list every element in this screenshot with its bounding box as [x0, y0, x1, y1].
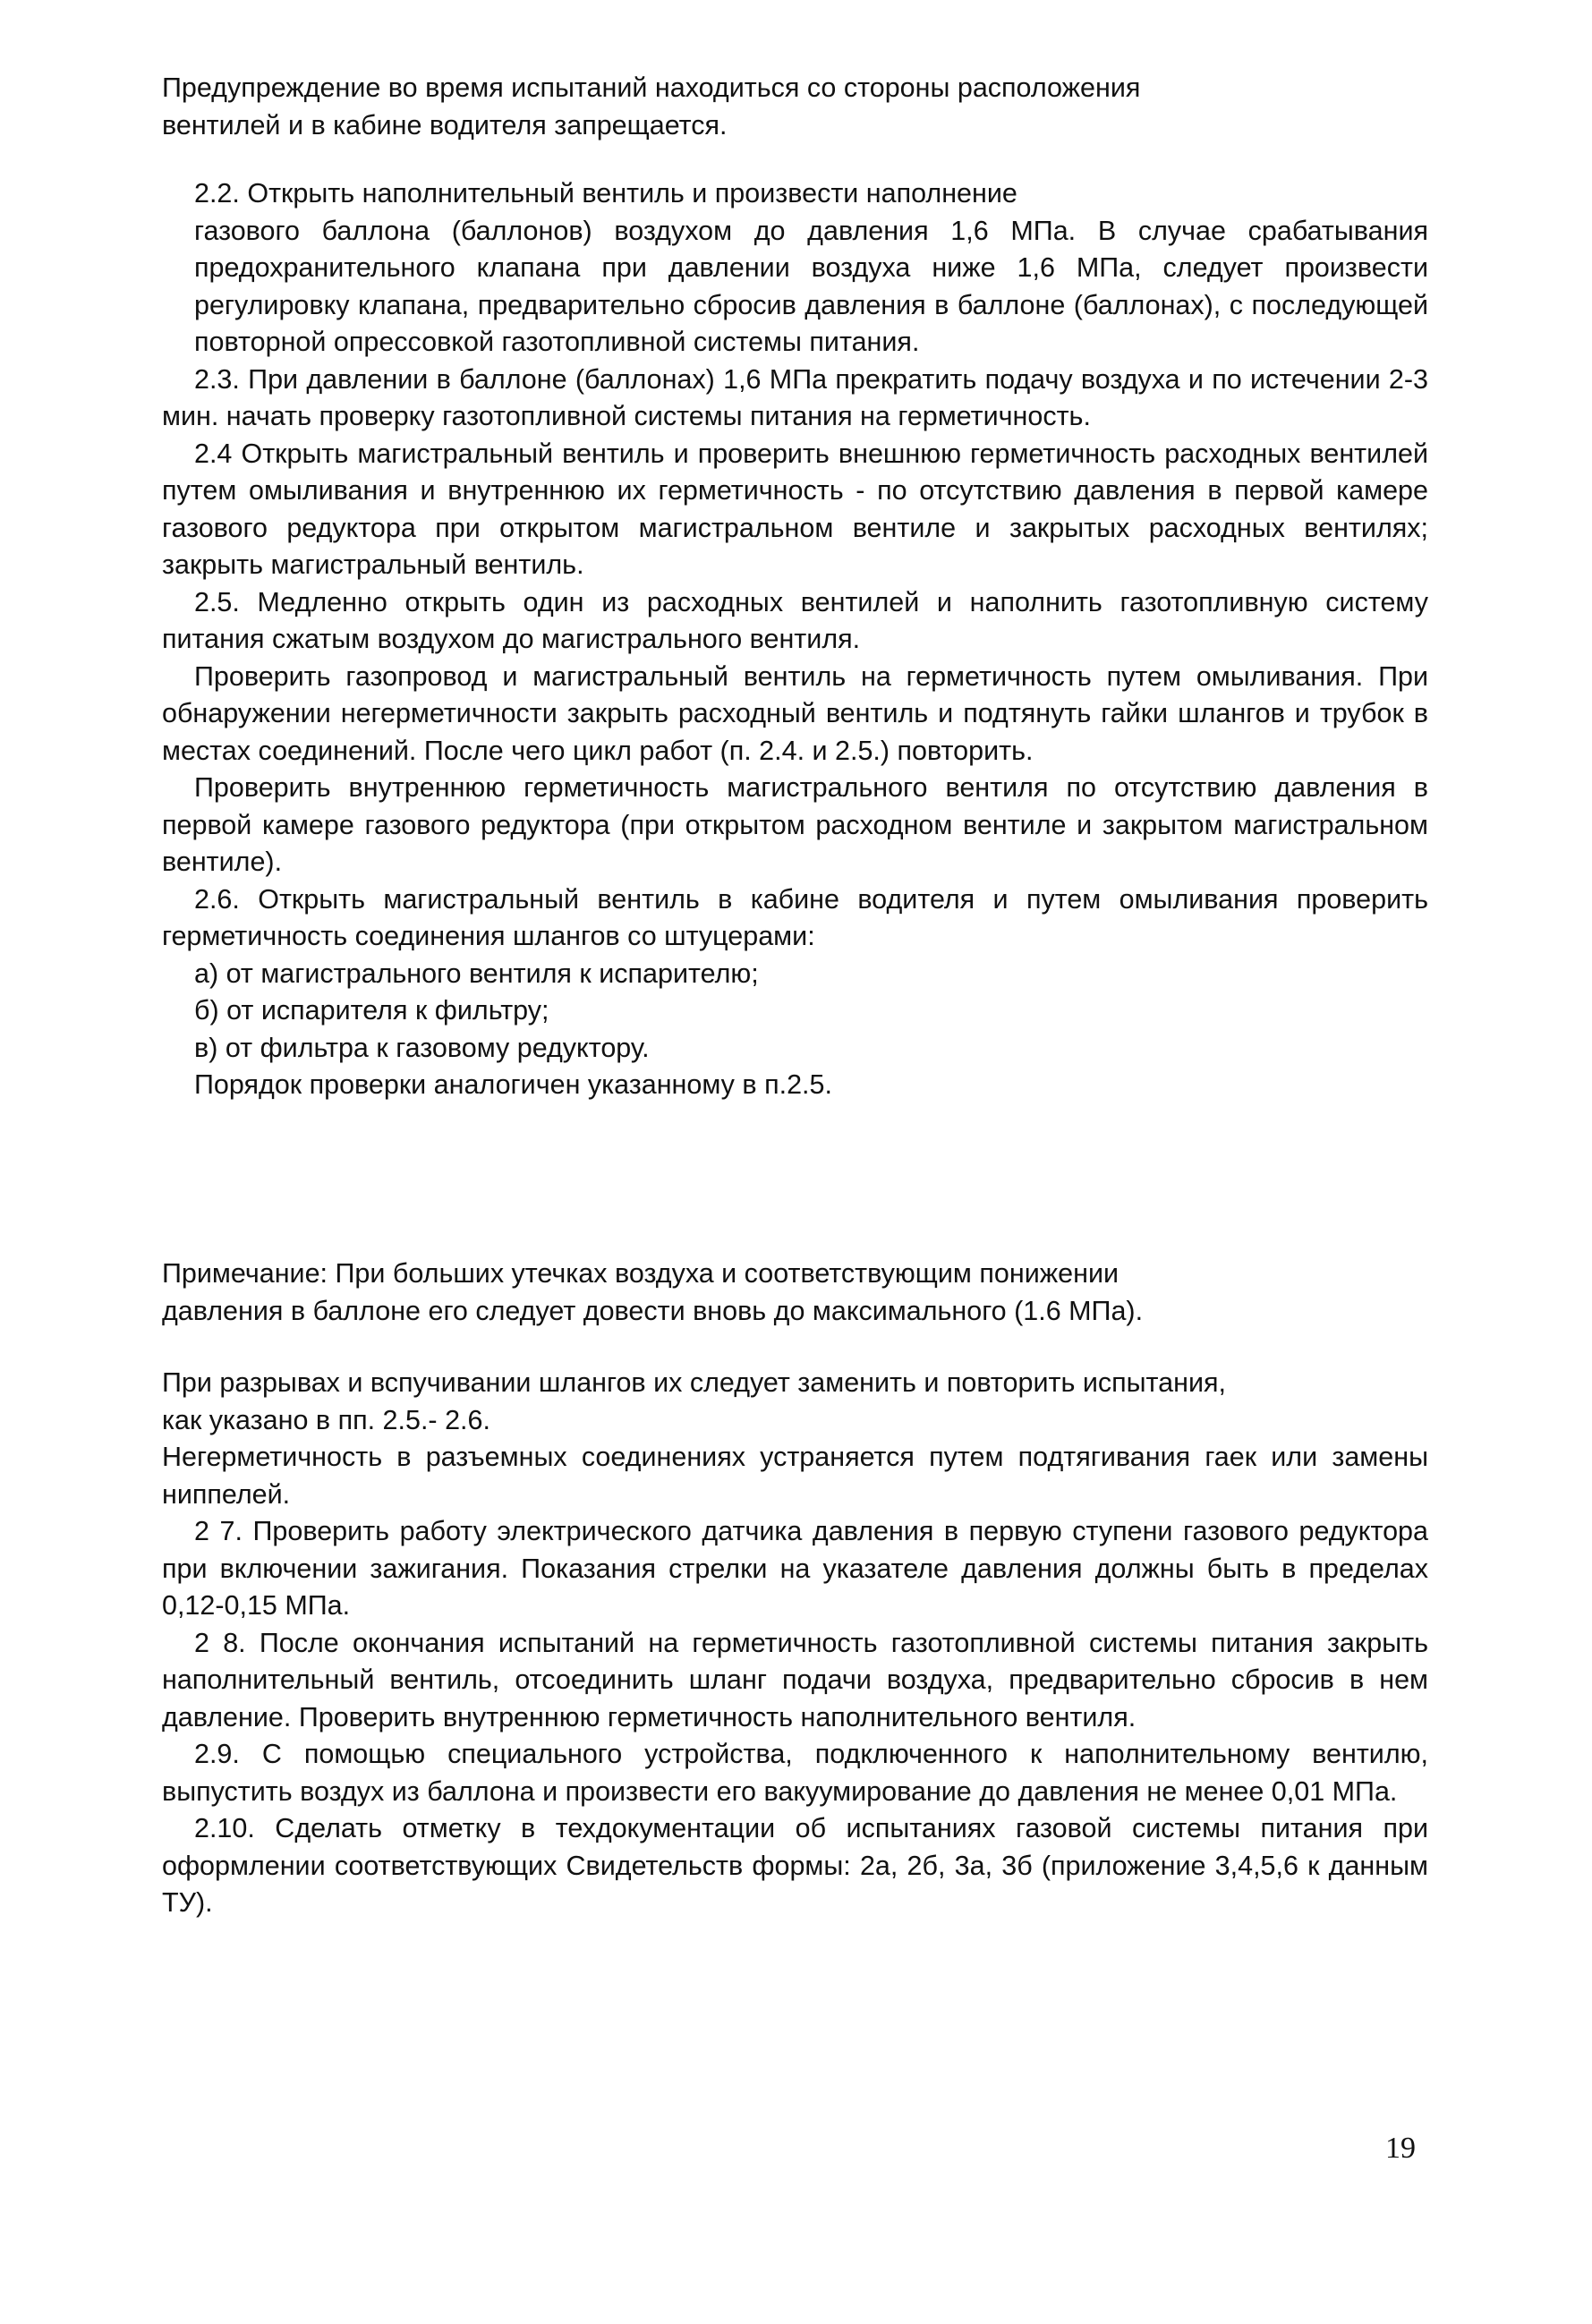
- paragraph-2-2-first-line: 2.2. Открыть наполнительный вентиль и произвести наполнение: [194, 178, 1017, 209]
- paragraph-2-8: 2 8. После окончания испытаний на герметичность газотопливной системы питания закрыть наполнительный вентиль, отсоединить шланг подачи воздуха, предварительно сбросив в нем давление. Проверить внутреннюю герметичность наполнительного вентиля.: [162, 1627, 1428, 1732]
- warning-text: [162, 70, 1428, 144]
- paragraph-2-9: 2.9. С помощью специального устройства, подключенного к наполнительному вентилю, выпустить воздух из баллона и произвести его вакуумирование до давления не менее 0,01 МПа.: [162, 1739, 1428, 1807]
- rupture-line-1: При разрывах и вспучивании шлангов их следует заменить и повторить испытания,: [162, 1367, 1227, 1398]
- warning-line-2: вентилей и в кабине водителя запрещается.: [162, 109, 728, 140]
- paragraph-2-10: 2.10. Сделать отметку в техдокументации об испытаниях газовой системы питания при оформлении соответствующих Свидетельств формы: 2а, 2б, 3а, 3б (приложение 3,4,5,6 к данным ТУ).: [162, 1813, 1428, 1918]
- leak-paragraph: Негерметичность в разъемных соединениях устраняется путем подтягивания гаек или замены ниппелей.: [162, 1442, 1428, 1510]
- paragraph-2-5-check: Проверить газопровод и магистральный вентиль на герметичность путем омыливания. При обнаружении негерметичности закрыть расходный вентиль и подтянуть гайки шлангов и трубок в местах соединений. После чего цикл работ (п. 2.4. и 2.5.) повторить.: [162, 660, 1428, 766]
- paragraph-2-5: 2.5. Медленно открыть один из расходных вентилей и наполнить газотопливную систему питания сжатым воздухом до магистрального вентиля.: [162, 586, 1428, 654]
- list-item-b: б) от испарителя к фильтру;: [194, 995, 549, 1026]
- paragraph-2-5-internal: Проверить внутреннюю герметичность магистрального вентиля по отсутствию давления в первой камере газового редуктора (при открытом расходном вентиле и закрытом магистральном вентиле).: [162, 772, 1428, 877]
- list-item-c: в) от фильтра к газовому редуктору.: [194, 1032, 650, 1063]
- warning-line-1: Предупреждение во время испытаний находиться со стороны расположения: [162, 72, 1141, 103]
- paragraph-2-2: газового баллона (баллонов) воздухом до давления 1,6 МПа. В случае срабатывания предохранительного клапана при давлении воздуха ниже 1,6 МПа, следует произвести регулировку клапана, предварительно сбросив давления в баллоне (баллонах), с последующей повторной опрессовкой газотопливной системы питания.: [194, 215, 1428, 357]
- paragraph-2-6: 2.6. Открыть магистральный вентиль в кабине водителя и путем омыливания проверить герметичность соединения шлангов со штуцерами:: [162, 883, 1428, 951]
- main-text: [162, 175, 1428, 1104]
- note-line-2: давления в баллоне его следует довести вновь до максимального (1.6 МПа).: [162, 1295, 1144, 1326]
- list-item-a: а) от магистрального вентиля к испарителю;: [194, 958, 759, 989]
- check-order-note: Порядок проверки аналогичен указанному в п.2.5.: [194, 1069, 832, 1100]
- paragraph-2-4: 2.4 Открыть магистральный вентиль и проверить внешнюю герметичность расходных вентилей путем омыливания и внутреннюю их герметичность - по отсутствию давления в первой камере газового редуктора при открытом магистральном вентиле и закрытых расходных вентилях; закрыть магистральный вентиль.: [162, 438, 1428, 580]
- note-block: [162, 1256, 1428, 1330]
- lower-text: [162, 1365, 1428, 1922]
- paragraph-2-7: 2 7. Проверить работу электрического датчика давления в первую ступени газового редуктора при включении зажигания. Показания стрелки на указателе давления должны быть в пределах 0,12-0,15 МПа.: [162, 1516, 1428, 1621]
- note-line-1: Примечание: При больших утечках воздуха и соответствующим понижении: [162, 1258, 1120, 1289]
- page-number: 19: [1385, 2132, 1416, 2165]
- rupture-line-2: как указано в пп. 2.5.- 2.6.: [162, 1404, 490, 1435]
- paragraph-2-3: 2.3. При давлении в баллоне (баллонах) 1,6 МПа прекратить подачу воздуха и по истечении 2-3 мин. начать проверку газотопливной системы питания на герметичность.: [162, 363, 1428, 431]
